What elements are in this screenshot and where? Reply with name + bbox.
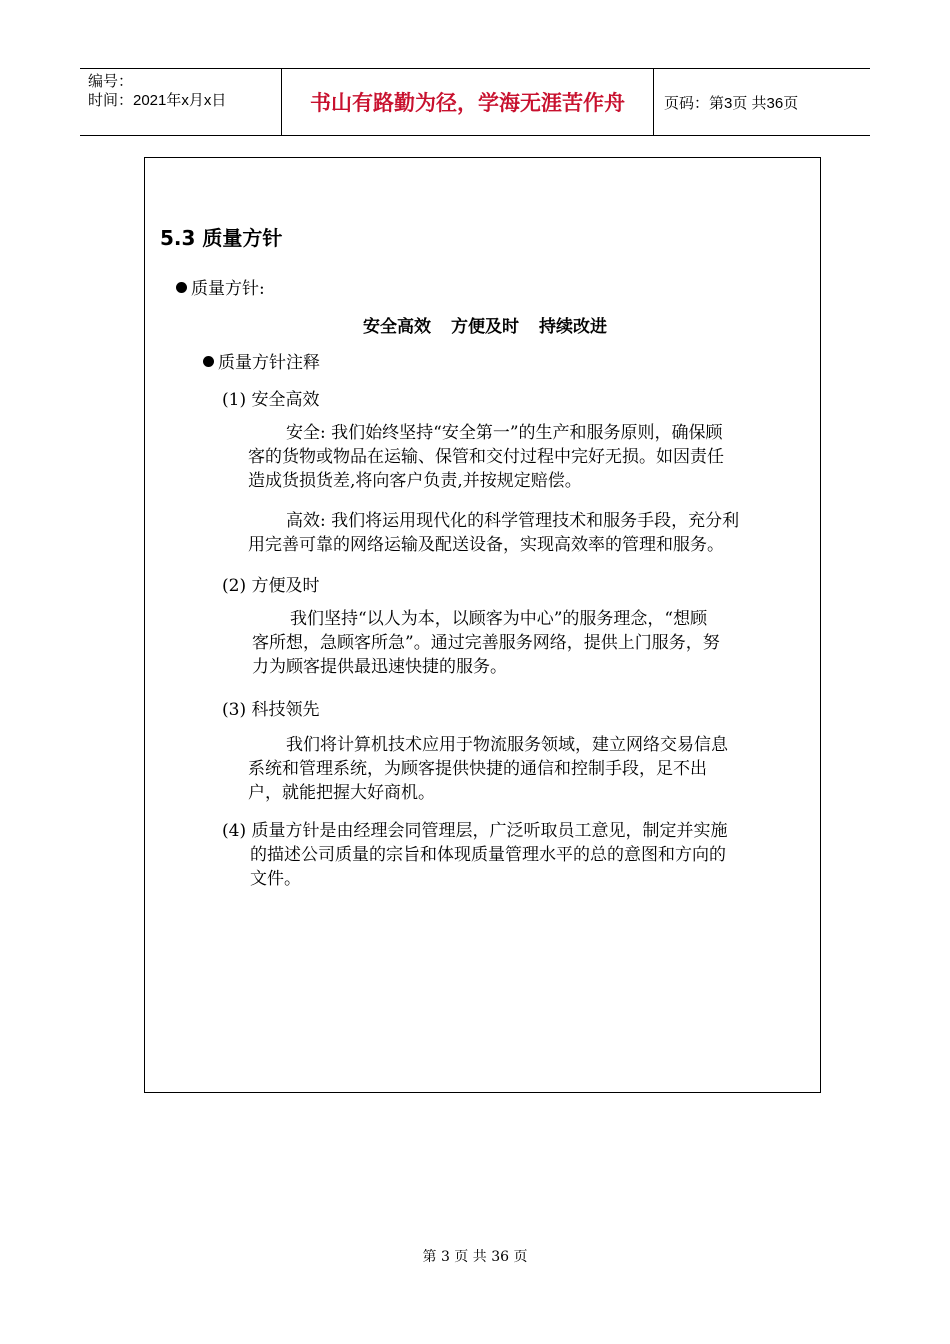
note-label-row [203, 348, 320, 373]
paragraph-line: 文件。 [250, 869, 301, 889]
document-date-label: 时间：2021年x月x日 [88, 92, 227, 109]
policy-item: 安全高效 [363, 317, 431, 337]
paragraph-line: 系统和管理系统，为顾客提供快捷的通信和控制手段，足不出 [248, 759, 707, 779]
item-heading-3: (3) 科技领先 [222, 700, 320, 720]
paragraph-line: 客所想，急顾客所急”。通过完善服务网络，提供上门服务，努 [252, 633, 720, 653]
paragraph-line: 安全: 我们始终坚持“安全第一”的生产和服务原则，确保顾 [286, 423, 723, 443]
policy-label-row [176, 274, 265, 299]
paragraph-line: 造成货损货差,将向客户负责,并按规定赔偿。 [248, 471, 582, 491]
item-heading-1: (1) 安全高效 [222, 390, 320, 410]
header-page-info: 页码：第3页 共36页 [664, 94, 799, 112]
paragraph-line: 力为顾客提供最迅速快捷的服务。 [252, 657, 507, 677]
item3-paragraph [248, 733, 728, 805]
paragraph-line: 我们坚持“以人为本，以顾客为中心”的服务理念，“想顾 [290, 609, 708, 629]
item1-paragraph-safety [248, 421, 724, 493]
paragraph-line: 用完善可靠的网络运输及配送设备，实现高效率的管理和服务。 [248, 535, 724, 555]
item2-paragraph [252, 607, 720, 679]
paragraph-line: 我们将计算机技术应用于物流服务领域，建立网络交易信息 [286, 735, 728, 755]
document-header [80, 68, 870, 136]
policy-label: 质量方针: [191, 279, 265, 299]
note-label: 质量方针注释 [218, 353, 320, 373]
policy-item: 方便及时 [451, 317, 519, 337]
paragraph-line: 客的货物或物品在运输、保管和交付过程中完好无损。如因责任 [248, 447, 724, 467]
header-meta-cell [80, 69, 282, 135]
paragraph-line: 的描述公司质量的宗旨和体现质量管理水平的总的意图和方向的 [250, 845, 726, 865]
item1-paragraph-efficiency [248, 509, 739, 557]
item-heading-2: (2) 方便及时 [222, 576, 320, 596]
header-motto: 书山有路勤为径，学海无涯苦作舟 [282, 69, 654, 135]
paragraph-line: 户，就能把握大好商机。 [248, 783, 435, 803]
policy-item: 持续改进 [539, 317, 607, 337]
paragraph-line: 高效: 我们将运用现代化的科学管理技术和服务手段，充分利 [286, 511, 740, 531]
page-footer: 第 3 页 共 36 页 [422, 1249, 528, 1265]
policy-statement [363, 312, 607, 337]
paragraph-line: (4) 质量方针是由经理会同管理层，广泛听取员工意见，制定并实施 [222, 821, 728, 841]
bullet-icon [203, 356, 214, 367]
section-title: 5.3 质量方针 [160, 226, 283, 250]
item4-paragraph [222, 819, 727, 891]
document-number-label: 编号： [88, 73, 134, 90]
bullet-icon [176, 282, 187, 293]
